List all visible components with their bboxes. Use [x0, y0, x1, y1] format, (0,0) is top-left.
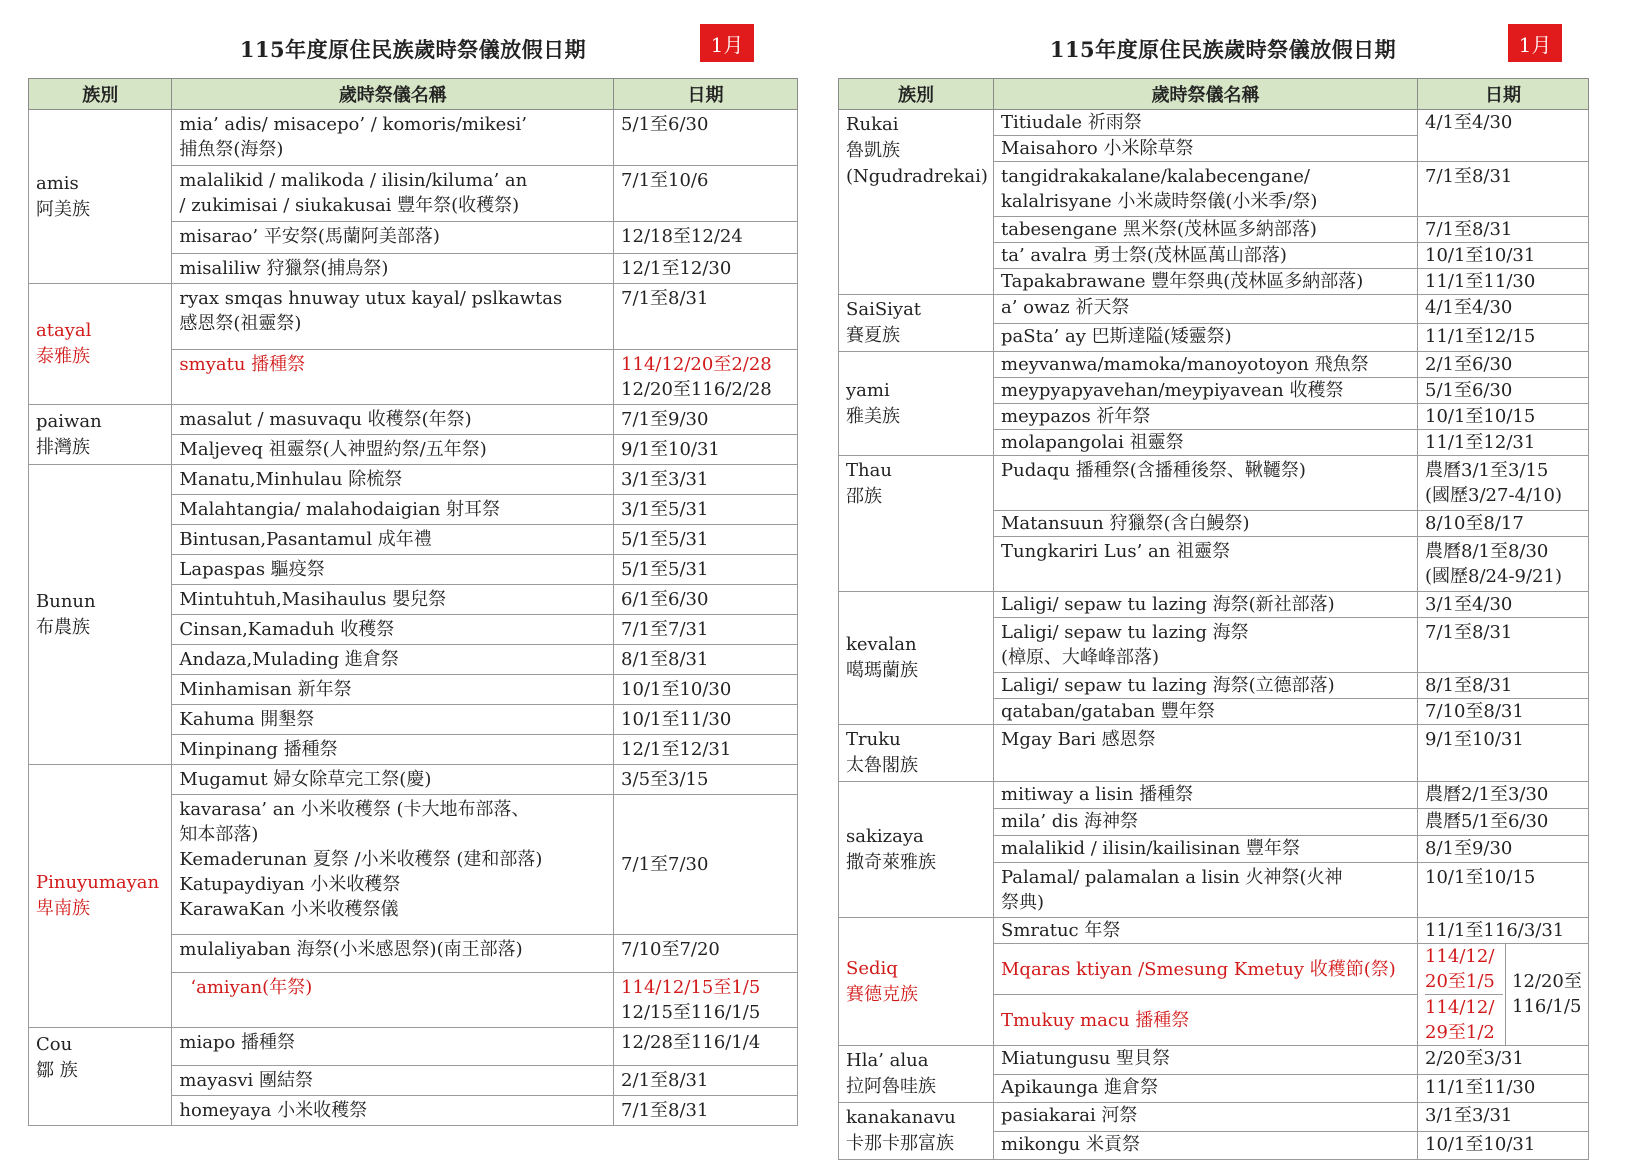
- table-row: [839, 295, 1589, 324]
- ceremony-text: Palamal/ palamalan a lisin 火神祭(火神: [1001, 867, 1343, 888]
- date-cell: 5/1至5/31: [614, 525, 798, 555]
- date-cell: 7/1至7/30: [614, 795, 798, 935]
- date-cell: 8/1至9/30: [1418, 836, 1589, 863]
- tribe-name: Hla’ alua: [846, 1050, 929, 1071]
- date-text: (國歷8/24-9/21): [1425, 566, 1562, 587]
- ceremony-text: 感恩祭(祖靈祭): [179, 313, 302, 334]
- tribe-name: SaiSiyat: [846, 299, 922, 320]
- date-split-left: [1418, 944, 1506, 1045]
- date-split: [1425, 944, 1588, 1045]
- tribe-cell-saisiyat: [839, 295, 994, 352]
- date-cell-split: [1418, 944, 1589, 1046]
- date-text: 114/12/29至1/2: [1425, 997, 1495, 1043]
- ceremony-table-left: [28, 78, 798, 1126]
- ceremony-cell: miapo 播種祭: [172, 1028, 614, 1066]
- ceremony-cell: ta’ avalra 勇士祭(茂林區萬山部落): [994, 243, 1418, 269]
- date-cell: 7/1至8/31: [1418, 162, 1589, 217]
- date-cell: 11/1至12/31: [1418, 430, 1589, 456]
- table-row: [29, 465, 798, 495]
- ceremony-text: (樟原、大峰峰部落): [1001, 647, 1160, 668]
- date-cell: 7/1至7/31: [614, 615, 798, 645]
- ceremony-text: 祭典): [1001, 892, 1045, 913]
- date-cell: 12/18至12/24: [614, 222, 798, 254]
- date-cell: 4/1至4/30: [1418, 295, 1589, 324]
- date-text: 農曆3/1至3/15: [1425, 460, 1549, 481]
- tribe-name: atayal: [36, 320, 92, 341]
- ceremony-cell: Manatu,Minhulau 除梳祭: [172, 465, 614, 495]
- tribe-name-zh: 賽德克族: [846, 983, 918, 1005]
- date-cell: 8/1至8/31: [614, 645, 798, 675]
- tribe-name-zh: 卡那卡那富族: [846, 1133, 954, 1154]
- table-row: [839, 918, 1589, 944]
- ceremony-cell: Bintusan,Pasantamul 成年禮: [172, 525, 614, 555]
- tribe-cell-sakizaya: [839, 782, 994, 918]
- ceremony-cell: Pudaqu 播種祭(含播種後祭、鞦韆祭): [994, 456, 1418, 511]
- date-cell: 12/1至12/30: [614, 254, 798, 284]
- tribe-name-zh: 排灣族: [36, 436, 90, 458]
- date-cell: 11/1至116/3/31: [1418, 918, 1589, 944]
- date-cell: 7/1至9/30: [614, 405, 798, 435]
- date-cell: 7/1至10/6: [614, 166, 798, 222]
- ceremony-cell: Maljeveq 祖靈祭(人神盟約祭/五年祭): [172, 435, 614, 465]
- ceremony-cell: Malahtangia/ malahodaigian 射耳祭: [172, 495, 614, 525]
- ceremony-table-right: [838, 78, 1589, 1160]
- left-panel: [28, 0, 798, 1126]
- date-cell: [614, 973, 798, 1028]
- ceremony-cell: Mugamut 婦女除草完工祭(慶): [172, 765, 614, 795]
- ceremony-cell: Minpinang 播種祭: [172, 735, 614, 765]
- date-cell: 農曆5/1至6/30: [1418, 809, 1589, 836]
- tribe-name: Truku: [846, 729, 901, 750]
- ceremony-cell: ‘amiyan(年祭): [172, 973, 614, 1028]
- date-cell: 10/1至10/15: [1418, 863, 1589, 918]
- ceremony-cell: Mgay Bari 感恩祭: [994, 725, 1418, 782]
- date-cell: 7/10至8/31: [1418, 699, 1589, 725]
- table-row: [839, 1103, 1589, 1132]
- tribe-name: sakizaya: [846, 825, 924, 847]
- month-badge: 1月: [700, 24, 754, 62]
- ceremony-cell: mayasvi 團結祭: [172, 1066, 614, 1096]
- date-cell: 10/1至10/30: [614, 675, 798, 705]
- date-cell: 8/10至8/17: [1418, 511, 1589, 537]
- tribe-name-zh: 賽夏族: [846, 325, 900, 346]
- ceremony-text: 知本部落): [179, 824, 259, 845]
- tribe-name-zh: 邵族: [846, 486, 882, 507]
- table-header-row: [29, 79, 798, 110]
- tribe-name-zh: 撒奇萊雅族: [846, 851, 936, 873]
- date-cell: [1418, 456, 1589, 511]
- ceremony-text: kalalrisyane 小米歲時祭儀(小米季/祭): [1001, 191, 1318, 212]
- ceremony-text: kavarasa’ an 小米收穫祭 (卡大地布部落、: [179, 799, 530, 820]
- date-text: 12/15至116/1/5: [621, 1002, 761, 1023]
- ceremony-cell: tabesengane 黑米祭(茂林區多納部落): [994, 217, 1418, 243]
- table-row: [839, 782, 1589, 809]
- date-cell: 2/1至8/31: [614, 1066, 798, 1096]
- date-cell: 10/1至10/31: [1418, 1131, 1589, 1160]
- ceremony-cell: Matansuun 狩獵祭(含白鰻祭): [994, 511, 1418, 537]
- date-text: 114/12/20至1/5: [1425, 944, 1503, 995]
- table-row: [29, 1028, 798, 1066]
- tribe-cell-pinuyumayan: [29, 765, 172, 1028]
- ceremony-cell: misarao’ 平安祭(馬蘭阿美部落): [172, 222, 614, 254]
- date-cell: [614, 350, 798, 405]
- date-cell: 5/1至5/31: [614, 555, 798, 585]
- ceremony-cell: meypyapyavehan/meypiyavean 收穫祭: [994, 378, 1418, 404]
- tribe-cell-amis: [29, 110, 172, 284]
- tribe-name-zh: 阿美族: [36, 198, 90, 220]
- tribe-name-zh: 雅美族: [846, 405, 900, 427]
- table-row: [839, 592, 1589, 618]
- tribe-name-zh: 噶瑪蘭族: [846, 660, 918, 681]
- ceremony-cell: [994, 162, 1418, 217]
- tribe-name: kevalan: [846, 634, 917, 655]
- tribe-cell-yami: [839, 352, 994, 456]
- ceremony-text: Laligi/ sepaw tu lazing 海祭: [1001, 622, 1249, 643]
- date-cell: 10/1至11/30: [614, 705, 798, 735]
- tribe-cell-hlaalua: [839, 1046, 994, 1103]
- tribe-name: Pinuyumayan: [36, 872, 160, 893]
- ceremony-cell: [172, 110, 614, 166]
- tribe-cell-bunun: [29, 465, 172, 765]
- ceremony-cell: Tmukuy macu 播種祭: [994, 995, 1418, 1046]
- ceremony-cell: Lapaspas 驅疫祭: [172, 555, 614, 585]
- date-cell: 11/1至11/30: [1418, 1074, 1589, 1103]
- ceremony-cell: Cinsan,Kamaduh 收穫祭: [172, 615, 614, 645]
- tribe-name: paiwan: [36, 410, 102, 432]
- header-ceremony: 歲時祭儀名稱: [172, 79, 614, 110]
- ceremony-text: ryax smqas hnuway utux kayal/ pslkawtas: [179, 288, 563, 309]
- date-cell: 9/1至10/31: [1418, 725, 1589, 782]
- ceremony-cell: Smratuc 年祭: [994, 918, 1418, 944]
- table-row: [29, 405, 798, 435]
- date-cell: 9/1至10/31: [614, 435, 798, 465]
- date-cell: 11/1至12/15: [1418, 323, 1589, 352]
- date-text: 114/12/20至2/28: [621, 354, 772, 375]
- tribe-name-sub: (Ngudradrekai): [846, 166, 988, 187]
- date-cell: 3/1至5/31: [614, 495, 798, 525]
- table-row: [839, 352, 1589, 378]
- date-cell: 2/1至6/30: [1418, 352, 1589, 378]
- date-cell: [1418, 537, 1589, 592]
- ceremony-cell: mikongu 米貢祭: [994, 1131, 1418, 1160]
- ceremony-cell: mitiway a lisin 播種祭: [994, 782, 1418, 809]
- ceremony-text: malalikid / malikoda / ilisin/kiluma’ an: [179, 170, 528, 191]
- tribe-cell-sediq: [839, 918, 994, 1046]
- tribe-cell-rukai: [839, 110, 994, 295]
- tribe-name: amis: [36, 172, 79, 194]
- right-title-row: [838, 0, 1608, 78]
- ceremony-text: tangidrakakalane/kalabecengane/: [1001, 166, 1310, 187]
- tribe-cell-atayal: [29, 284, 172, 405]
- tribe-name-zh: 泰雅族: [36, 346, 90, 367]
- tribe-cell-paiwan: [29, 405, 172, 465]
- ceremony-cell: Mqaras ktiyan /Smesung Kmetuy 收穫節(祭): [994, 944, 1418, 995]
- ceremony-cell: Tapakabrawane 豐年祭典(茂林區多納部落): [994, 269, 1418, 295]
- ceremony-cell: Laligi/ sepaw tu lazing 海祭(新社部落): [994, 592, 1418, 618]
- left-title-row: [28, 0, 798, 78]
- table-row: [839, 1046, 1589, 1075]
- date-text: 114/12/15至1/5: [621, 977, 761, 998]
- table-row: [29, 284, 798, 350]
- ceremony-cell: Maisahoro 小米除草祭: [994, 136, 1418, 162]
- tribe-name: Sediq: [846, 957, 898, 979]
- ceremony-cell: qataban/gataban 豐年祭: [994, 699, 1418, 725]
- ceremony-cell: meyvanwa/mamoka/manoyotoyon 飛魚祭: [994, 352, 1418, 378]
- tribe-name: Cou: [36, 1034, 73, 1055]
- date-cell: 3/1至3/31: [1418, 1103, 1589, 1132]
- date-cell: 4/1至4/30: [1418, 110, 1589, 162]
- ceremony-cell: Miatungusu 聖貝祭: [994, 1046, 1418, 1075]
- tribe-name: Rukai: [846, 114, 899, 135]
- date-cell: 7/1至8/31: [614, 284, 798, 350]
- ceremony-cell: Mintuhtuh,Masihaulus 嬰兒祭: [172, 585, 614, 615]
- date-cell: 農曆2/1至3/30: [1418, 782, 1589, 809]
- table-row: [839, 456, 1589, 511]
- date-cell: 10/1至10/31: [1418, 243, 1589, 269]
- ceremony-cell: smyatu 播種祭: [172, 350, 614, 405]
- ceremony-cell: mulaliyaban 海祭(小米感恩祭)(南王部落): [172, 935, 614, 973]
- ceremony-cell: [172, 795, 614, 935]
- ceremony-cell: Tungkariri Lus’ an 祖靈祭: [994, 537, 1418, 592]
- ceremony-cell: Andaza,Mulading 進倉祭: [172, 645, 614, 675]
- header-date: 日期: [1418, 79, 1589, 110]
- header-ceremony: 歲時祭儀名稱: [994, 79, 1418, 110]
- date-cell: 3/5至3/15: [614, 765, 798, 795]
- date-cell: 5/1至6/30: [1418, 378, 1589, 404]
- tribe-name: Bunun: [36, 590, 96, 612]
- tribe-name: kanakanavu: [846, 1107, 956, 1128]
- ceremony-text: 捕魚祭(海祭): [179, 139, 284, 160]
- tribe-name-zh: 布農族: [36, 616, 90, 638]
- header-tribe: 族別: [839, 79, 994, 110]
- table-row: [839, 110, 1589, 136]
- date-cell: 5/1至6/30: [614, 110, 798, 166]
- date-cell: 3/1至3/31: [614, 465, 798, 495]
- ceremony-text: KarawaKan 小米收穫祭儀: [179, 899, 399, 920]
- ceremony-cell: meypazos 祈年祭: [994, 404, 1418, 430]
- ceremony-cell: Laligi/ sepaw tu lazing 海祭(立德部落): [994, 673, 1418, 699]
- ceremony-cell: malalikid / ilisin/kailisinan 豐年祭: [994, 836, 1418, 863]
- ceremony-cell: paSta’ ay 巴斯達隘(矮靈祭): [994, 323, 1418, 352]
- date-cell: 3/1至4/30: [1418, 592, 1589, 618]
- date-text: (國歷3/27-4/10): [1425, 485, 1562, 506]
- ceremony-cell: homeyaya 小米收穫祭: [172, 1096, 614, 1126]
- date-cell: 12/28至116/1/4: [614, 1028, 798, 1066]
- ceremony-cell: Minhamisan 新年祭: [172, 675, 614, 705]
- tribe-name-zh: 卑南族: [36, 898, 90, 919]
- ceremony-text: mia’ adis/ misacepo’ / komoris/mikesi’: [179, 114, 527, 135]
- ceremony-cell: a’ owaz 祈天祭: [994, 295, 1418, 324]
- tribe-name: yami: [846, 379, 890, 401]
- date-split-right: 12/20至116/1/5: [1512, 971, 1582, 1017]
- ceremony-cell: [994, 618, 1418, 673]
- header-tribe: 族別: [29, 79, 172, 110]
- page-title: 115年度原住民族歲時祭儀放假日期: [239, 37, 587, 62]
- ceremony-cell: Titiudale 祈雨祭: [994, 110, 1418, 136]
- tribe-cell-kevalan: [839, 592, 994, 725]
- ceremony-cell: Apikaunga 進倉祭: [994, 1074, 1418, 1103]
- date-cell: 6/1至6/30: [614, 585, 798, 615]
- date-text: 12/20至116/2/28: [621, 379, 772, 400]
- ceremony-cell: misaliliw 狩獵祭(捕鳥祭): [172, 254, 614, 284]
- ceremony-text: / zukimisai / siukakusai 豐年祭(收穫祭): [179, 195, 520, 216]
- date-text: 農曆8/1至8/30: [1425, 541, 1549, 562]
- tribe-cell-truku: [839, 725, 994, 782]
- tribe-name: Thau: [846, 460, 892, 481]
- tribe-name-zh: 魯凱族: [846, 140, 900, 161]
- tribe-cell-cou: [29, 1028, 172, 1126]
- month-badge-right: 1月: [1508, 24, 1562, 62]
- ceremony-cell: masalut / masuvaqu 收穫祭(年祭): [172, 405, 614, 435]
- date-cell: 8/1至8/31: [1418, 673, 1589, 699]
- date-cell: 10/1至10/15: [1418, 404, 1589, 430]
- date-cell: 12/1至12/31: [614, 735, 798, 765]
- date-cell: 2/20至3/31: [1418, 1046, 1589, 1075]
- page-title-right: 115年度原住民族歲時祭儀放假日期: [1049, 37, 1397, 62]
- ceremony-text: Katupaydiyan 小米收穫祭: [179, 874, 401, 895]
- header-date: 日期: [614, 79, 798, 110]
- ceremony-cell: pasiakarai 河祭: [994, 1103, 1418, 1132]
- table-row: [839, 725, 1589, 782]
- table-row: [29, 110, 798, 166]
- ceremony-cell: [172, 166, 614, 222]
- ceremony-cell: Kahuma 開墾祭: [172, 705, 614, 735]
- tribe-cell-thau: [839, 456, 994, 592]
- ceremony-cell: [994, 863, 1418, 918]
- right-panel: [838, 0, 1608, 1160]
- date-cell: 7/10至7/20: [614, 935, 798, 973]
- table-header-row: [839, 79, 1589, 110]
- date-cell: 7/1至8/31: [614, 1096, 798, 1126]
- tribe-name-zh: 拉阿魯哇族: [846, 1076, 936, 1097]
- ceremony-cell: [172, 284, 614, 350]
- tribe-cell-kanakanavu: [839, 1103, 994, 1160]
- ceremony-text: Kemaderunan 夏祭 /小米收穫祭 (建和部落): [179, 849, 543, 870]
- tribe-name-zh: 太魯閣族: [846, 755, 918, 776]
- date-cell: 7/1至8/31: [1418, 217, 1589, 243]
- date-cell: 7/1至8/31: [1418, 618, 1589, 673]
- table-row: [29, 765, 798, 795]
- ceremony-cell: molapangolai 祖靈祭: [994, 430, 1418, 456]
- ceremony-cell: mila’ dis 海神祭: [994, 809, 1418, 836]
- tribe-name-zh: 鄒 族: [36, 1060, 78, 1081]
- date-cell: 11/1至11/30: [1418, 269, 1589, 295]
